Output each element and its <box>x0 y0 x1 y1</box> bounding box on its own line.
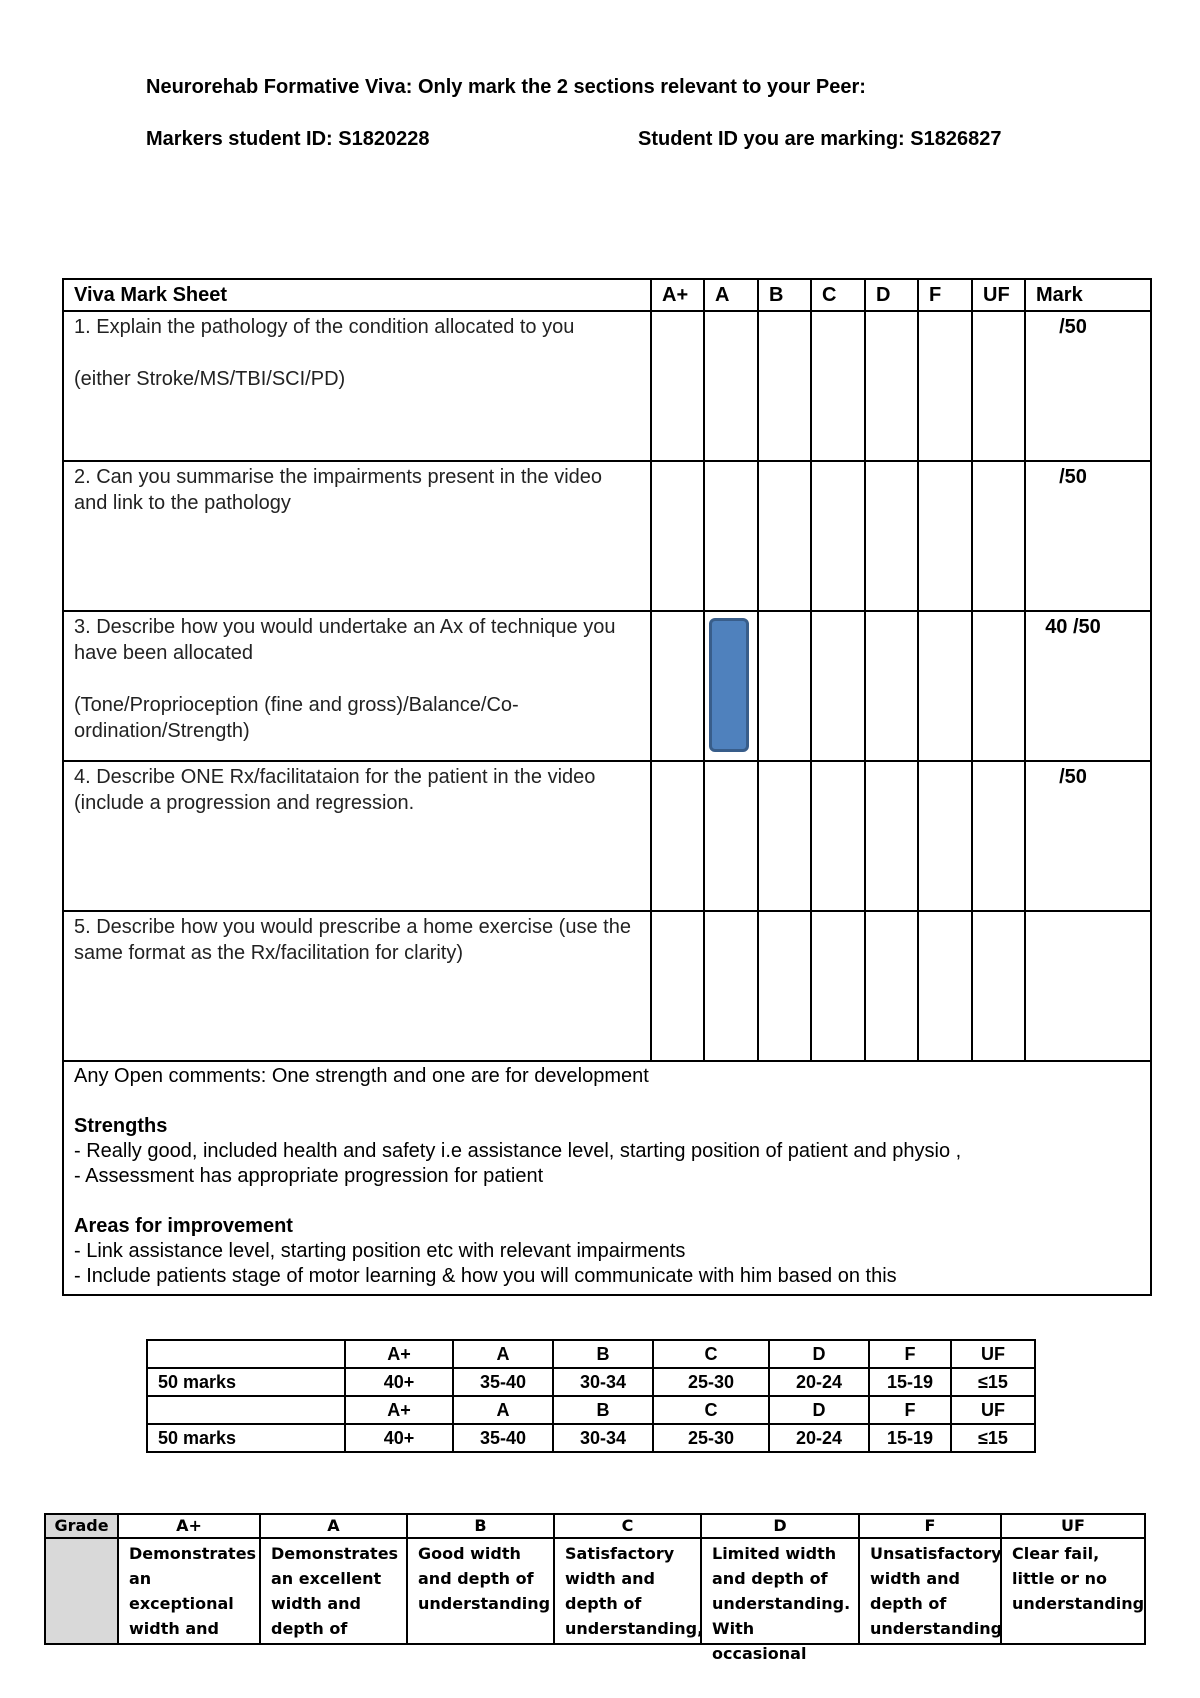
grade-bands-table <box>146 1339 1036 1453</box>
grade-bands-row <box>147 1368 1035 1396</box>
band-cell: 35-40 <box>453 1424 553 1452</box>
descriptor-cell <box>701 1538 859 1663</box>
grade-cell-5-uf[interactable] <box>972 911 1025 1061</box>
band-cell: A+ <box>345 1396 453 1424</box>
question-1-line1: 1. Explain the pathology of the condition allocated to you <box>74 316 575 338</box>
descriptor-header: UF <box>1001 1514 1145 1538</box>
descriptor-header: C <box>554 1514 701 1538</box>
mark-cell-4[interactable]: /50 <box>1025 761 1151 911</box>
band-header: D <box>769 1340 869 1368</box>
grade-cell-1-c[interactable] <box>811 311 865 461</box>
band-cell: F <box>869 1396 951 1424</box>
grade-cell-3-f[interactable] <box>918 611 972 761</box>
form-title: Neurorehab Formative Viva: Only mark the 2 sections relevant to your Peer: <box>146 76 866 98</box>
descriptor-header: D <box>701 1514 859 1538</box>
mark-cell-3[interactable]: 40 /50 <box>1025 611 1151 761</box>
descriptor-header-row <box>45 1514 1145 1538</box>
band-cell: B <box>553 1396 653 1424</box>
descriptor-cell <box>1001 1538 1145 1644</box>
descriptor-cell <box>859 1538 1001 1644</box>
band-cell: 20-24 <box>769 1368 869 1396</box>
grade-cell-5-f[interactable] <box>918 911 972 1061</box>
descriptor-text: Demonstrates an excellent width and depth of <box>271 1544 399 1638</box>
grade-cell-2-b[interactable] <box>758 461 811 611</box>
descriptor-cell <box>118 1538 260 1644</box>
descriptor-cell <box>260 1538 407 1644</box>
descriptor-text: Clear fail, little or no understanding <box>1012 1544 1145 1613</box>
column-header-f: F <box>918 279 972 311</box>
band-cell: 40+ <box>345 1424 453 1452</box>
strengths-heading: Strengths <box>74 1115 168 1137</box>
grade-cell-2-c[interactable] <box>811 461 865 611</box>
band-cell: A <box>453 1396 553 1424</box>
band-cell: 50 marks <box>147 1368 345 1396</box>
mark-sheet-header-row <box>63 279 1151 311</box>
open-comments[interactable] <box>63 1061 1151 1295</box>
band-cell: 25-30 <box>653 1424 769 1452</box>
column-header-mark: Mark <box>1025 279 1151 311</box>
grade-bands-row <box>147 1424 1035 1452</box>
question-row-5 <box>63 911 1151 1061</box>
descriptor-cell <box>407 1538 554 1644</box>
grade-cell-4-b[interactable] <box>758 761 811 911</box>
band-cell: 35-40 <box>453 1368 553 1396</box>
band-cell: D <box>769 1396 869 1424</box>
descriptor-header: Grade <box>45 1514 118 1538</box>
mark-cell-1[interactable]: /50 <box>1025 311 1151 461</box>
band-header <box>147 1340 345 1368</box>
column-header-c: C <box>811 279 865 311</box>
grade-cell-1-b[interactable] <box>758 311 811 461</box>
band-cell: 15-19 <box>869 1368 951 1396</box>
grade-cell-2-uf[interactable] <box>972 461 1025 611</box>
grade-cell-3-aplus[interactable] <box>651 611 704 761</box>
grade-cell-5-c[interactable] <box>811 911 865 1061</box>
grade-cell-4-c[interactable] <box>811 761 865 911</box>
grade-cell-2-a[interactable] <box>704 461 758 611</box>
grade-cell-5-aplus[interactable] <box>651 911 704 1061</box>
grade-cell-4-a[interactable] <box>704 761 758 911</box>
descriptor-grade-cell <box>45 1538 118 1644</box>
grade-cell-1-d[interactable] <box>865 311 918 461</box>
band-cell: 25-30 <box>653 1368 769 1396</box>
grade-cell-5-d[interactable] <box>865 911 918 1061</box>
question-4-text: 4. Describe ONE Rx/facilitataion for the patient in the video (include a progression and regression. <box>63 761 651 911</box>
descriptor-row <box>45 1538 1145 1644</box>
band-cell: C <box>653 1396 769 1424</box>
question-1-line2: (either Stroke/MS/TBI/SCI/PD) <box>74 368 346 390</box>
band-cell: 30-34 <box>553 1424 653 1452</box>
question-2-text: 2. Can you summarise the impairments present in the video and link to the pathology <box>63 461 651 611</box>
band-cell: 20-24 <box>769 1424 869 1452</box>
descriptor-text: Limited width and depth of understanding. With occasional <box>712 1544 851 1663</box>
column-header-a: A <box>704 279 758 311</box>
mark-cell-2[interactable]: /50 <box>1025 461 1151 611</box>
grade-cell-4-aplus[interactable] <box>651 761 704 911</box>
band-cell: ≤15 <box>951 1368 1035 1396</box>
question-row-4 <box>63 761 1151 911</box>
descriptor-text: Unsatisfactory width and depth of understanding <box>870 1544 1003 1638</box>
grade-cell-3-b[interactable] <box>758 611 811 761</box>
selected-grade-marker[interactable] <box>709 618 749 752</box>
strength-item: - Really good, included health and safety i.e assistance level, starting position of patient and physio , <box>74 1140 962 1162</box>
grade-cell-5-a[interactable] <box>704 911 758 1061</box>
question-row-3 <box>63 611 1151 761</box>
descriptor-header: B <box>407 1514 554 1538</box>
band-header: C <box>653 1340 769 1368</box>
band-cell: ≤15 <box>951 1424 1035 1452</box>
band-header: A+ <box>345 1340 453 1368</box>
band-header: A <box>453 1340 553 1368</box>
comments-intro: Any Open comments: One strength and one are for development <box>74 1065 649 1087</box>
descriptor-header: A+ <box>118 1514 260 1538</box>
question-5-text: 5. Describe how you would prescribe a home exercise (use the same format as the Rx/facilitation for clarity) <box>63 911 651 1061</box>
question-1-text <box>63 311 651 461</box>
band-cell: 30-34 <box>553 1368 653 1396</box>
descriptor-text: Satisfactory width and depth of understanding, <box>565 1544 704 1638</box>
band-header: UF <box>951 1340 1035 1368</box>
grade-cell-2-d[interactable] <box>865 461 918 611</box>
grade-cell-1-aplus[interactable] <box>651 311 704 461</box>
improvements-heading: Areas for improvement <box>74 1215 293 1237</box>
descriptor-cell <box>554 1538 704 1644</box>
grade-cell-2-f[interactable] <box>918 461 972 611</box>
descriptor-header: F <box>859 1514 1001 1538</box>
band-header: B <box>553 1340 653 1368</box>
question-row-1 <box>63 311 1151 461</box>
grade-bands-header-row <box>147 1340 1035 1368</box>
band-cell: 15-19 <box>869 1424 951 1452</box>
column-header-a-plus: A+ <box>651 279 704 311</box>
column-header-question: Viva Mark Sheet <box>63 279 651 311</box>
grade-bands-row <box>147 1396 1035 1424</box>
marked-student-id: Student ID you are marking: S1826827 <box>638 128 1002 150</box>
band-cell: 50 marks <box>147 1424 345 1452</box>
grade-descriptors-table <box>44 1513 1146 1663</box>
grade-cell-3-a[interactable] <box>704 611 758 761</box>
viva-mark-sheet-table <box>62 278 1152 1296</box>
grade-cell-5-b[interactable] <box>758 911 811 1061</box>
band-cell <box>147 1396 345 1424</box>
column-header-b: B <box>758 279 811 311</box>
grade-cell-1-f[interactable] <box>918 311 972 461</box>
band-header: F <box>869 1340 951 1368</box>
band-cell: UF <box>951 1396 1035 1424</box>
question-3-line1: 3. Describe how you would undertake an Ax of technique you have been allocated <box>74 616 616 664</box>
column-header-d: D <box>865 279 918 311</box>
improvement-item: - Link assistance level, starting position etc with relevant impairments <box>74 1240 686 1262</box>
grade-cell-4-uf[interactable] <box>972 761 1025 911</box>
strength-item: - Assessment has appropriate progression for patient <box>74 1165 544 1187</box>
marker-student-id: Markers student ID: S1820228 <box>146 128 430 150</box>
column-header-uf: UF <box>972 279 1025 311</box>
question-row-2 <box>63 461 1151 611</box>
grade-cell-4-d[interactable] <box>865 761 918 911</box>
comments-row <box>63 1061 1151 1295</box>
descriptor-header: A <box>260 1514 407 1538</box>
grade-cell-1-uf[interactable] <box>972 311 1025 461</box>
question-3-line2: (Tone/Proprioception (fine and gross)/Balance/Co-ordination/Strength) <box>74 694 519 742</box>
grade-cell-3-d[interactable] <box>865 611 918 761</box>
grade-cell-3-uf[interactable] <box>972 611 1025 761</box>
grade-cell-1-a[interactable] <box>704 311 758 461</box>
improvement-item: - Include patients stage of motor learning & how you will communicate with him based on this <box>74 1265 897 1287</box>
band-cell: 40+ <box>345 1368 453 1396</box>
descriptor-text: Demonstrates an exceptional width and <box>129 1544 257 1638</box>
descriptor-text: Good width and depth of understanding <box>418 1544 551 1613</box>
grade-cell-2-aplus[interactable] <box>651 461 704 611</box>
question-3-text <box>63 611 651 761</box>
mark-cell-5[interactable] <box>1025 911 1151 1061</box>
grade-cell-3-c[interactable] <box>811 611 865 761</box>
grade-cell-4-f[interactable] <box>918 761 972 911</box>
